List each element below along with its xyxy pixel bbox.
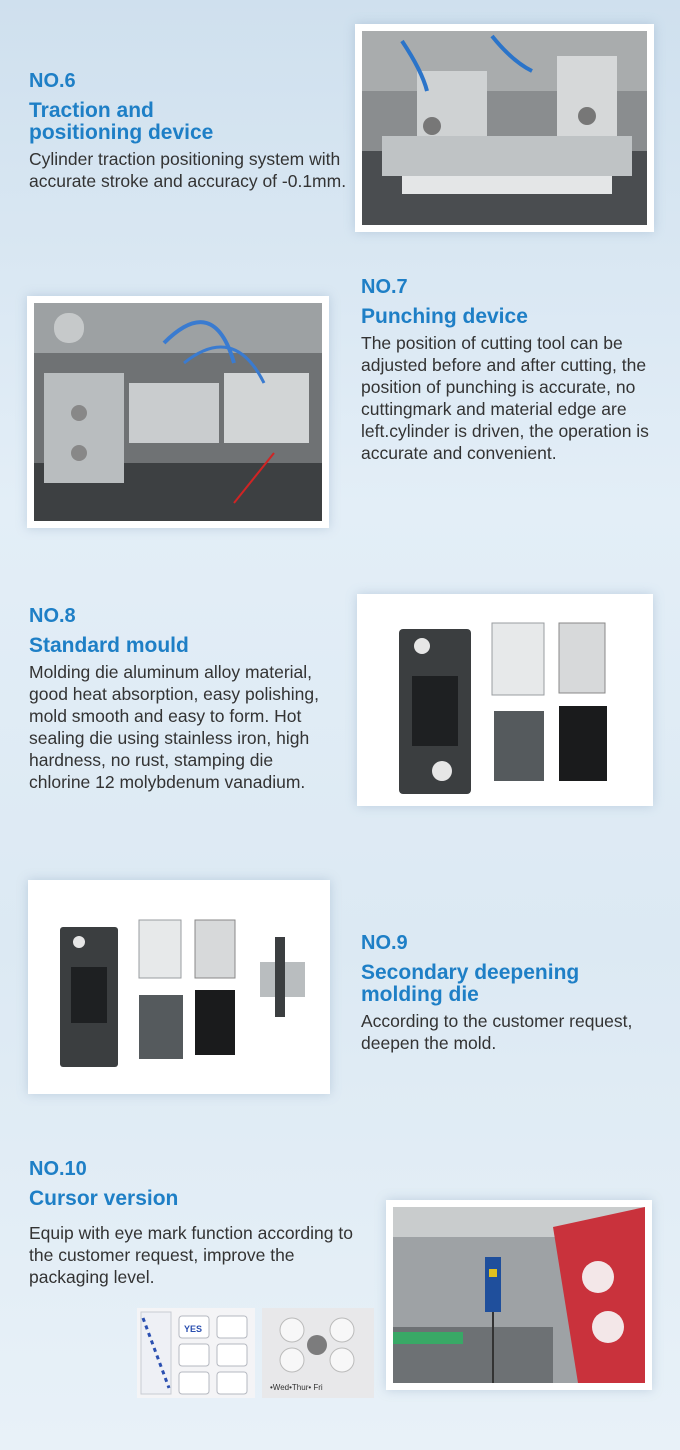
section-title: Standard mould xyxy=(29,634,189,657)
section-number: NO.9 xyxy=(361,932,408,954)
section-description: Equip with eye mark function according to the customer request, improve the packaging level. xyxy=(29,1223,353,1287)
section-description: Cylinder traction positioning system with accurate stroke and accuracy of -0.1mm. xyxy=(29,149,347,191)
section-no8 xyxy=(29,605,339,793)
section-description: According to the customer request, deepen the mold. xyxy=(361,1011,633,1053)
blister-pack-sample-2 xyxy=(262,1308,374,1398)
section-no7 xyxy=(361,276,661,464)
traction-device-photo xyxy=(355,24,654,232)
eye-mark-sensor-photo xyxy=(386,1200,652,1390)
section-no9 xyxy=(361,932,651,1054)
section-title: Traction and positioning device xyxy=(29,99,214,144)
section-title: Punching device xyxy=(361,305,528,328)
section-no10 xyxy=(29,1158,369,1288)
section-title: Cursor version xyxy=(29,1187,179,1210)
section-number: NO.8 xyxy=(29,605,76,627)
section-description: The position of cutting tool can be adjusted before and after cutting, the position of punching is accurate, no cuttingmark and material edge are left.cylinder is driven, the operation is accurate and convenient. xyxy=(361,333,649,463)
section-title: Secondary deepening molding die xyxy=(361,961,580,1006)
punching-device-photo xyxy=(27,296,329,528)
yes-label: YES xyxy=(184,1324,203,1334)
section-number: NO.6 xyxy=(29,70,76,92)
section-no6 xyxy=(29,70,349,192)
blister-pack-sample-1 xyxy=(137,1308,255,1398)
week-label: •Wed•Thur• Fri xyxy=(270,1383,323,1392)
standard-mould-photo xyxy=(357,594,653,806)
deepening-die-photo xyxy=(28,880,330,1094)
section-number: NO.7 xyxy=(361,276,408,298)
section-number: NO.10 xyxy=(29,1158,87,1180)
section-description: Molding die aluminum alloy material, good heat absorption, easy polishing, mold smooth and easy to form. Hot sealing die using stainless iron, high hardness, no rust, stamping die chlorine 12 molybdenum vanadium. xyxy=(29,662,319,792)
